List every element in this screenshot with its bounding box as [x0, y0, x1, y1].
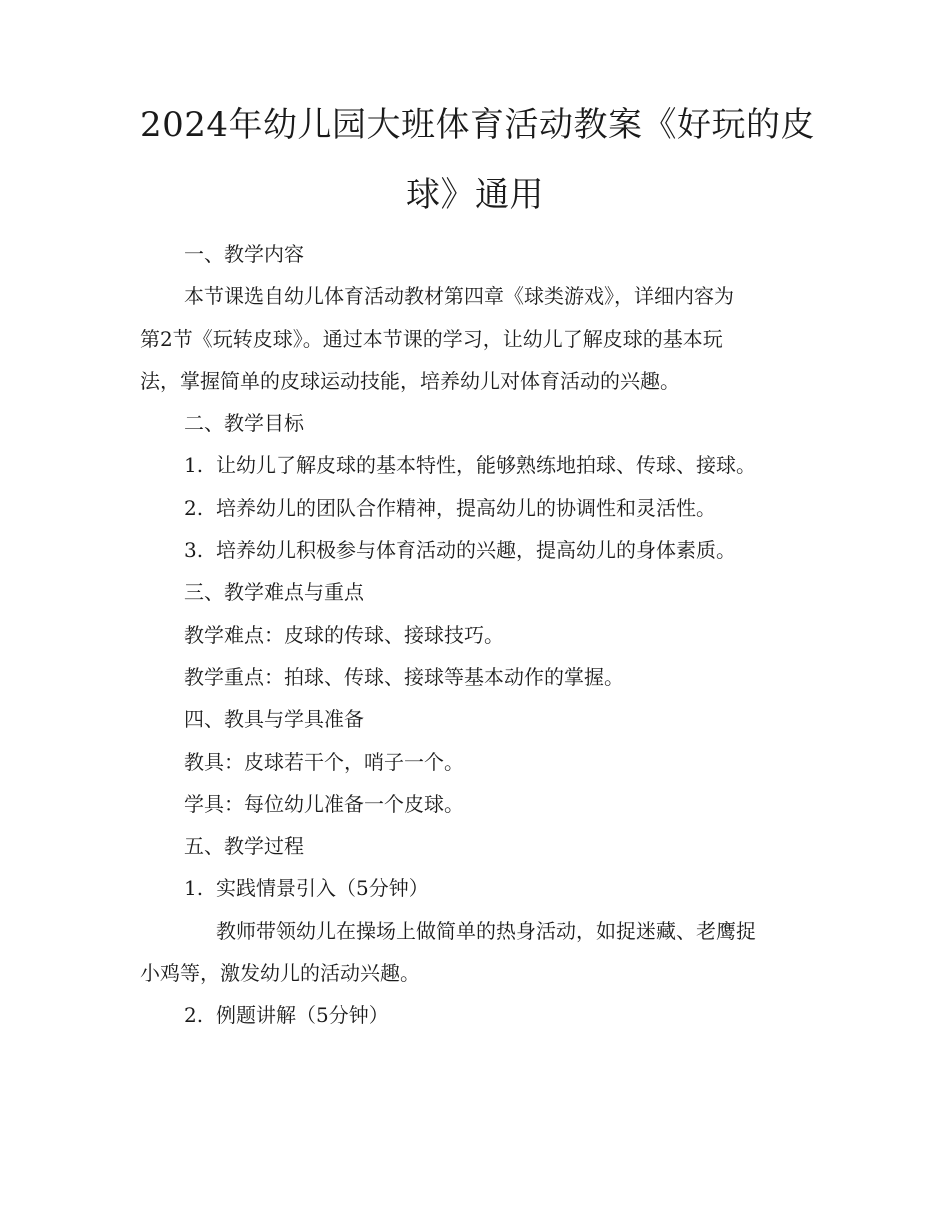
list-item-number: 1.	[184, 453, 204, 478]
section-heading-process: 五、教学过程	[184, 834, 304, 859]
paragraph-line: 教学重点：拍球、传球、接球等基本动作的掌握。	[184, 664, 624, 689]
list-item	[140, 867, 810, 909]
list-item	[140, 487, 810, 529]
document-body	[140, 233, 810, 1037]
paragraph-line: 法，掌握简单的皮球运动技能，培养幼儿对体育活动的兴趣。	[140, 368, 680, 393]
list-item-text: 实践情景引入（5分钟）	[216, 876, 429, 901]
paragraph-line: 第2节《玩转皮球》。通过本节课的学习，让幼儿了解皮球的基本玩	[140, 326, 723, 351]
list-item-number: 1.	[184, 876, 204, 901]
title-line-2: 球》通用	[406, 175, 544, 215]
paragraph-line: 小鸡等，激发幼儿的活动兴趣。	[140, 961, 420, 986]
paragraph-line: 教学难点：皮球的传球、接球技巧。	[184, 622, 504, 647]
document-title	[140, 90, 816, 230]
list-item-text: 培养幼儿积极参与体育活动的兴趣，提高幼儿的身体素质。	[216, 538, 736, 563]
paragraph-line: 教具：皮球若干个，哨子一个。	[184, 749, 464, 774]
list-item-text: 培养幼儿的团队合作精神，提高幼儿的协调性和灵活性。	[216, 495, 716, 520]
list-item	[140, 994, 810, 1036]
section-heading-teaching-content: 一、教学内容	[184, 242, 304, 266]
list-item	[140, 529, 810, 571]
section-heading-materials: 四、教具与学具准备	[184, 707, 364, 732]
list-item-text: 让幼儿了解皮球的基本特性，能够熟练地拍球、传球、接球。	[216, 453, 756, 478]
list-item	[140, 444, 810, 486]
list-item-number: 2.	[184, 495, 204, 520]
paragraph-line: 学具：每位幼儿准备一个皮球。	[184, 791, 464, 816]
section-heading-teaching-goals: 二、教学目标	[184, 411, 304, 436]
paragraph-line: 教师带领幼儿在操场上做简单的热身活动，如捉迷藏、老鹰捉	[216, 918, 756, 943]
list-item-number: 3.	[184, 538, 204, 563]
list-item-number: 2.	[184, 1003, 204, 1028]
paragraph-line: 本节课选自幼儿体育活动教材第四章《球类游戏》，详细内容为	[184, 284, 734, 309]
title-line-1: 2024年幼儿园大班体育活动教案《好玩的皮	[140, 105, 816, 145]
section-heading-difficulties: 三、教学难点与重点	[184, 580, 364, 605]
list-item-text: 例题讲解（5分钟）	[216, 1003, 389, 1028]
